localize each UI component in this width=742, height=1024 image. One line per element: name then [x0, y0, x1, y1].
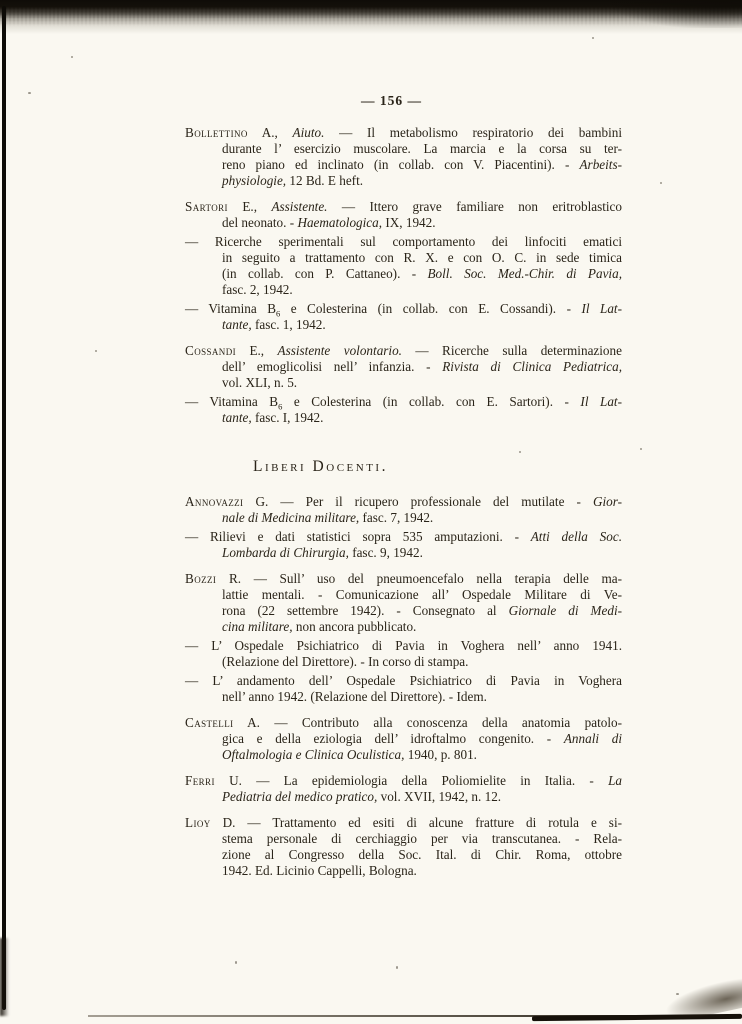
- scan-speck: [71, 56, 73, 58]
- text-run: A.,: [247, 125, 293, 140]
- scan-speck: [640, 448, 642, 450]
- italic-text: physiologie,: [222, 173, 287, 188]
- bibliography-entry: [185, 494, 622, 526]
- text-line: [185, 359, 622, 375]
- text-line: [185, 250, 622, 266]
- author-name: Lioy: [185, 815, 211, 830]
- text-line: [185, 266, 622, 282]
- text-run: 6: [278, 401, 283, 412]
- author-name: Castelli: [185, 715, 234, 730]
- text-line: [185, 375, 622, 391]
- italic-text: Il Lat-: [580, 394, 622, 409]
- text-run: 12 Bd. E heft.: [286, 173, 364, 188]
- scan-artifact-top-right: [612, 0, 742, 28]
- scan-speck: [660, 182, 662, 184]
- text-run: , IX, 1942.: [378, 215, 436, 230]
- text-run: in seguito a trattamento con R. X. e con O. C. in sede timica: [222, 250, 622, 265]
- text-run: e Colesterina (in collab. con E. Sartori). -: [282, 394, 581, 409]
- text-run: 6: [275, 308, 281, 319]
- text-run: 1940, p. 801.: [404, 747, 477, 762]
- text-run: durante l’ esercizio muscolare. La marcia e la corsa su ter-: [222, 141, 622, 156]
- text-line: [185, 141, 622, 157]
- text-run: fasc. 2, 1942.: [222, 282, 293, 297]
- bibliography-entry: [185, 301, 622, 333]
- text-run: (in collab. con P. Cattaneo). -: [222, 266, 428, 281]
- text-line: [185, 199, 622, 215]
- text-line: [185, 731, 622, 747]
- text-run: — Il metabolismo respiratorio dei bambini: [324, 125, 622, 140]
- text-run: — Ricerche sulla determinazione: [401, 343, 622, 358]
- text-line: [185, 815, 622, 831]
- text-line: [185, 343, 622, 359]
- scan-speck: [28, 92, 31, 94]
- italic-text: Arbeits-: [579, 157, 622, 172]
- italic-text: Giornale di Medi-: [508, 603, 622, 618]
- text-line: [185, 234, 622, 250]
- text-run: A. — Contributo alla conoscenza della anatomia patolo-: [233, 715, 622, 730]
- text-line: [185, 689, 622, 705]
- italic-text: tante,: [222, 410, 252, 425]
- scan-speck: [235, 961, 237, 964]
- text-run: stema personale di cerchiaggio per via transcutanea. - Rela-: [222, 831, 622, 846]
- text-line: [185, 494, 622, 510]
- text-line: [185, 619, 622, 635]
- bibliography-entry: [185, 773, 622, 805]
- text-run: del neonato. -: [222, 215, 298, 230]
- scan-speck: [676, 993, 679, 995]
- text-run: D. — Trattamento ed esiti di alcune fratture di rotula e si-: [210, 815, 622, 830]
- text-run: fasc. 7, 1942.: [359, 510, 434, 525]
- italic-text: cina militare,: [222, 619, 293, 634]
- text-run: reno piano ed inclinato (in collab. con V. Piacentini). -: [222, 157, 580, 172]
- author-name: Ferri: [185, 773, 215, 788]
- text-run: U. — La epidemiologia della Poliomielite in Italia. -: [214, 773, 609, 788]
- text-line: [185, 410, 622, 426]
- text-run: — Rilievi e dati statistici sopra 535 amputazioni. -: [185, 529, 531, 544]
- text-run: E.,: [236, 343, 278, 358]
- bibliography-entry: [185, 815, 622, 879]
- scan-speck: [95, 350, 97, 352]
- text-run: dell’ emoglicolisi nell’ infanzia. -: [222, 359, 443, 374]
- text-line: [185, 831, 622, 847]
- text-line: [185, 571, 622, 587]
- italic-text: Assistente.: [271, 199, 328, 214]
- text-run: — L’ andamento dell’ Ospedale Psichiatrico di Pavia in Voghera: [185, 673, 622, 688]
- text-line: [185, 157, 622, 173]
- page-number: — 156 —: [361, 93, 422, 108]
- text-run: fasc. 9, 1942.: [348, 545, 423, 560]
- text-run: fasc. 1, 1942.: [251, 317, 326, 332]
- text-line: [185, 673, 622, 689]
- text-line: [185, 747, 622, 763]
- text-line: [185, 510, 622, 526]
- scan-speck: [592, 37, 594, 39]
- bibliography-entry: [185, 715, 622, 763]
- italic-text: Annali di: [563, 731, 622, 746]
- text-run: 1942. Ed. Licinio Cappelli, Bologna.: [222, 863, 417, 878]
- author-name: Sartori: [185, 199, 228, 214]
- text-line: [185, 715, 622, 731]
- bibliography-entry: [185, 673, 622, 705]
- author-name: Bozzi: [185, 571, 217, 586]
- scan-artifact-left-line: [2, 6, 6, 1010]
- text-run: vol. XVII, 1942, n. 12.: [377, 789, 502, 804]
- text-run: fasc. I, 1942.: [251, 410, 324, 425]
- italic-text: Gior-: [592, 494, 622, 509]
- italic-text: La: [608, 773, 622, 788]
- text-line: [185, 215, 622, 231]
- bibliography-entry: [185, 343, 622, 391]
- text-run: R. — Sull’ uso del pneumoencefalo nella terapia delle ma-: [216, 571, 622, 586]
- text-line: [185, 603, 622, 619]
- italic-text: Pediatria del medico pratico,: [222, 789, 378, 804]
- author-name: Cossandi: [185, 343, 237, 358]
- bibliography-entry: [185, 529, 622, 561]
- text-run: e Colesterina (in collab. con E. Cossandi). -: [280, 301, 582, 316]
- italic-text: Assistente volontario.: [277, 343, 402, 358]
- italic-text: Oftalmologia e Clinica Oculistica,: [222, 747, 405, 762]
- italic-text: Rivista di Clinica Pediatrica,: [442, 359, 622, 374]
- text-run: — L’ Ospedale Psichiatrico di Pavia in Voghera nell’ anno 1941.: [185, 638, 622, 653]
- italic-text: Il Lat-: [581, 301, 622, 316]
- text-line: [185, 317, 622, 333]
- text-run: — Vitamina B: [185, 301, 276, 316]
- italic-text: Aiuto.: [292, 125, 325, 140]
- text-run: rona (22 settembre 1942). - Consegnato al: [222, 603, 509, 618]
- text-run: — Ricerche sperimentali sul comportamento dei linfociti ematici: [185, 234, 622, 249]
- text-line: [185, 789, 622, 805]
- text-line: [185, 125, 622, 141]
- text-run: non ancora pubblicato.: [292, 619, 417, 634]
- text-line: [185, 545, 622, 561]
- author-name: Annovazzi: [185, 494, 244, 509]
- text-run: — Vitamina B: [185, 394, 279, 409]
- text-line: [185, 847, 622, 863]
- bibliography-entry: [185, 394, 622, 426]
- text-line: [185, 282, 622, 298]
- scan-speck: [396, 966, 398, 969]
- italic-text: nale di Medicina militare,: [222, 510, 360, 525]
- text-line: [185, 773, 622, 789]
- bibliography-entry: [185, 234, 622, 298]
- bibliography-entry: [185, 199, 622, 231]
- text-run: zione al Congresso della Soc. Ital. di Chir. Roma, ottobre: [222, 847, 622, 862]
- text-run: gica e della eziologia dell’ idroftalmo congenito. -: [222, 731, 564, 746]
- bibliography-entry: [185, 125, 622, 189]
- text-line: [185, 394, 622, 410]
- scan-artifact-bottom-right-line: [532, 1014, 742, 1021]
- text-line: [185, 638, 622, 654]
- text-run: — Ittero grave familiare non eritroblastico: [327, 199, 622, 214]
- bibliography-list: [185, 125, 622, 879]
- text-line: [185, 654, 622, 670]
- text-run: E.,: [227, 199, 272, 214]
- author-name: Bollettino: [185, 125, 248, 140]
- section-heading: Liberi Docenti.: [253, 458, 388, 475]
- text-line: [185, 529, 622, 545]
- text-line: [185, 863, 622, 879]
- bibliography-entry: [185, 638, 622, 670]
- text-block: [185, 92, 622, 879]
- text-run: nell’ anno 1942. (Relazione del Direttore). - Idem.: [222, 689, 487, 704]
- text-run: (Relazione del Direttore). - In corso di stampa.: [222, 654, 469, 669]
- text-line: [185, 173, 622, 189]
- scan-artifact-left-smudge: [0, 938, 9, 1016]
- text-run: vol. XLI, n. 5.: [222, 375, 298, 390]
- italic-text: Atti della Soc.: [530, 529, 622, 544]
- text-run: lattie mentali. - Comunicazione all’ Ospedale Militare di Ve-: [222, 587, 622, 602]
- italic-text: Haematologica: [297, 215, 379, 230]
- text-run: G. — Per il ricupero professionale del mutilate -: [243, 494, 593, 509]
- italic-text: Lombarda di Chirurgia,: [222, 545, 349, 560]
- bibliography-entry: [185, 571, 622, 635]
- italic-text: Boll. Soc. Med.-Chir. di Pavia,: [427, 266, 622, 281]
- text-line: [185, 301, 622, 317]
- italic-text: tante,: [222, 317, 252, 332]
- text-line: [185, 587, 622, 603]
